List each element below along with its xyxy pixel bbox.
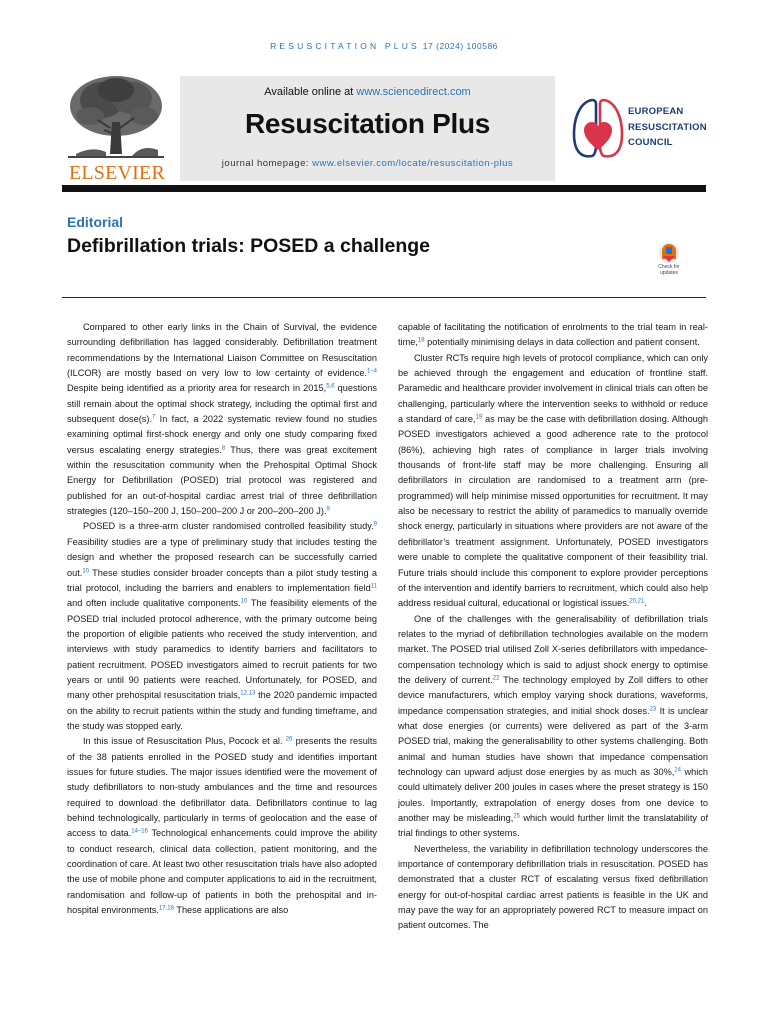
paragraph-text: Feasibility studies are a type of preliminary study that includes testing the design and whether the proposed research can be successfully carried out. [67,536,377,578]
check-updates-line-2: updates [660,269,678,276]
body-paragraph [398,351,708,612]
homepage-line [180,158,555,169]
citation-reference-link[interactable]: 8 [221,445,226,452]
citation-reference-link[interactable]: 23 [649,706,657,713]
header-rule [62,185,706,192]
check-for-updates-button[interactable] [651,242,687,282]
paragraph-text: In fact, a 2022 systematic review found no studies examining optimal first-shock energy and only one study comparing fixed versus escalating energy strategies. [67,414,377,455]
citation-reference-link[interactable]: 14–16 [131,828,148,835]
citation-reference-link[interactable]: 9 [373,521,377,528]
elsevier-tree-icon [62,72,170,162]
paragraph-text: presents the results of the 38 patients enrolled in the POSED study and identifies important issues for future studies. The major issues identified were the movement of study defibrillators to non-study ambulances and the time and resources required to download the defibrillator data. Defibrillators continue to lag behind technologically, particularly in terms of geolocation and the ease of access to data. [67,736,377,839]
citation-reference-link[interactable]: 22 [492,675,500,682]
erc-logo [570,94,720,164]
check-updates-line-1: Check for [658,264,680,270]
body-paragraph [67,320,377,519]
running-head-journal: RESUSCITATION PLUS [270,41,420,51]
paragraph-text: which would further limit the translatability of trial findings to other systems. [398,813,708,839]
check-updates-icon [651,242,687,266]
paragraph-text: Technological enhancements could improve the ability to conduct research, clinical data collection, patient monitoring, and the coordination of care. At least two other resuscitation trials have also adopted the use of mobile phone and computer applications to aid in the recruitment, randomisation and follow-up of patients in both the prehospital and in-hospital environments. [67,828,377,916]
article-title: Defibrillation trials: POSED a challenge [67,235,431,257]
paragraph-text: The feasibility elements of the POSED trial included protocol adherence, with the primary outcome being the proportion of eligible patients who received the study intervention, and interviews with study paramedics to identify barriers and facilitators to patient recruitment. POSED investigators aimed to recruit patients for two years or until 90 patients were reached. Unfortunately, for POSED, and many other prehospital resuscitation trials, [67,598,377,701]
citation-reference-link[interactable]: 26 [285,736,293,743]
citation-reference-link[interactable]: 11 [370,583,377,590]
citation-reference-link[interactable]: 12,13 [240,690,256,697]
elsevier-logo [62,72,170,184]
body-paragraph [398,842,708,934]
citation-reference-link[interactable]: 1–4 [366,368,377,375]
paragraph-text: potentially minimising delays in data collection and patient consent. [424,337,700,348]
journal-homepage-link[interactable]: www.elsevier.com/locate/resuscitation-plus [312,158,514,169]
body-paragraph [398,320,708,351]
paragraph-text: which could ultimately deliver 200 joules in cases where the preset strategy is 150 joules. Importantly, extrapolation of energy doses from one device to another may be misleading, [398,766,708,823]
title-rule [62,297,706,298]
citation-reference-link[interactable]: 10 [82,568,90,574]
citation-reference-link[interactable]: 25 [513,813,520,820]
running-head-citation: 17 (2024) 100586 [422,41,498,51]
citation-reference-link[interactable]: 5,6 [326,383,335,390]
body-paragraph [398,612,708,842]
body-paragraph [67,519,377,734]
paragraph-text: . [644,598,647,609]
paragraph-text: capable of facilitating the notification of enrolments to the trial team in real-time, [398,322,708,348]
citation-reference-link[interactable]: 10 [240,598,248,605]
sciencedirect-link[interactable]: www.sciencedirect.com [356,86,471,98]
check-updates-label [651,265,687,276]
citation-reference-link[interactable]: 24 [674,767,682,774]
erc-line-2: RESUSCITATION [628,121,707,133]
paragraph-text: It is unclear what dose energies (or currents) were delivered as part of the 3-arm POSED trial, making the generalisability to other systems challenging. Both animal and human studies have shown that impedance compensation technology can upward adjust dose energies by as much as 30%, [398,705,708,777]
paragraph-text: These applications are also [173,905,289,916]
paragraph-text: the 2020 pandemic impacted on the ability to recruit patients within the study and funding timeframe, and the study was stopped early. [67,690,377,731]
paragraph-text: Thus, there was great excitement within the resuscitation community when the Prehospital Optimal Shock Energy for Defibrillation (POSED) trial protocol was registered and published for an out-of-hospital cardiac arrest trial of three defibrillation strategies (120–150–200 J, 150–200–200 J or 200–200–200 J). [67,444,377,517]
paragraph-text: Compared to other early links in the Chain of Survival, the evidence surrounding defibrillation has lagged considerably. Defibrillation treatment recommendations by the International Liaison Committee on Resuscitation (ILCOR) are mostly based on very low to low certainty of evidence. [67,322,377,379]
paragraph-text: POSED is a three-arm cluster randomised controlled feasibility study. [83,521,374,532]
paragraph-text: Despite being identified as a priority area for research in 2015, [67,383,327,394]
availability-prefix: Available online at [264,86,357,98]
citation-reference-link[interactable]: 17,18 [158,905,174,912]
paragraph-text: as may be the case with defibrillation dosing. Although POSED investigators achieved a good adherence rate to the protocol (86%), achieving high rates of compliance in larger trials involving thousands of front-life staff may be more challenging. Ensuring all defibrillators in circulation are randomised to a treatment arm (pre-programmed) will help minimise missed opportunities for recruitment. It may also be necessary to restrict the ability of paramedics to manually override shock energy, particularly in situations where providers are not aware of the defibrillator’s treatment assignment. Unfortunately, POSED investigators were unable to complete the qualitative component of their feasibility trial. Future trials should include this component to explore provider perceptions of the intervention and identify barriers to recruitment, which could also help address residual cultural, educational or logistical issues. [398,414,708,609]
paragraph-text: questions still remain about the optimal shock strategy, including the optimal first and subsequent dose(s). [67,383,377,425]
paragraph-text: These studies consider broader concepts than a pilot study testing a trial protocol, including the barriers and enablers to implementation field [67,567,377,593]
body-paragraph [67,734,377,918]
availability-line [180,86,555,98]
citation-reference-link[interactable]: 19 [475,414,483,421]
body-column-left [67,320,377,980]
journal-masthead [180,76,555,181]
citation-reference-link[interactable]: 18 [417,337,425,344]
paragraph-text: and often include qualitative components. [67,598,241,609]
elsevier-wordmark: ELSEVIER [68,162,166,184]
paragraph-text: Cluster RCTs require high levels of protocol compliance, which can only be achieved through the engagement and education of frontline staff. Paramedic and healthcare provider involvement in clinical trials can often be challenging, particularly where the intervention seeks to withhold or reduce a standard of care, [398,352,708,425]
citation-reference-link[interactable]: 9 [326,506,330,513]
journal-title: Resuscitation Plus [244,108,491,139]
paragraph-text: The technology employed by Zoll differs to other device manufacturers, which employ varying shock durations, waveforms, impedance compensation strategies, and initial shock doses. [398,674,708,716]
paragraph-text: Nevertheless, the variability in defibrillation technology underscores the importance of contemporary defibrillation trials in resuscitation. POSED has demonstrated that a cluster RCT of escalating versus fixed defibrillation energy for out-of-hospital cardiac arrest patients is feasible in the UK and may pave the way for an appropriately powered RCT to measure impact on patient outcomes. The [398,843,708,931]
erc-lungs-heart-icon [570,94,626,164]
erc-wordmark [628,104,707,151]
body-column-right [398,320,708,980]
erc-line-1: EUROPEAN [628,106,684,117]
erc-line-3: COUNCIL [628,137,673,148]
citation-reference-link[interactable]: 7 [152,414,156,421]
article-section-label: Editorial [67,214,124,230]
paragraph-text: One of the challenges with the generalisability of defibrillation trials relates to the myriad of defibrillation technologies available on the modern market. The POSED trial utilised Zoll X-series defibrillators with impedance-compensation technology which is said to adjust shock energy to optimise the delivery of current. [398,613,708,685]
paragraph-text: In this issue of Resuscitation Plus, Pocock et al. [83,736,286,747]
homepage-prefix: journal homepage: [221,158,313,169]
running-head [0,41,768,51]
citation-reference-link[interactable]: 20,21 [629,598,645,605]
